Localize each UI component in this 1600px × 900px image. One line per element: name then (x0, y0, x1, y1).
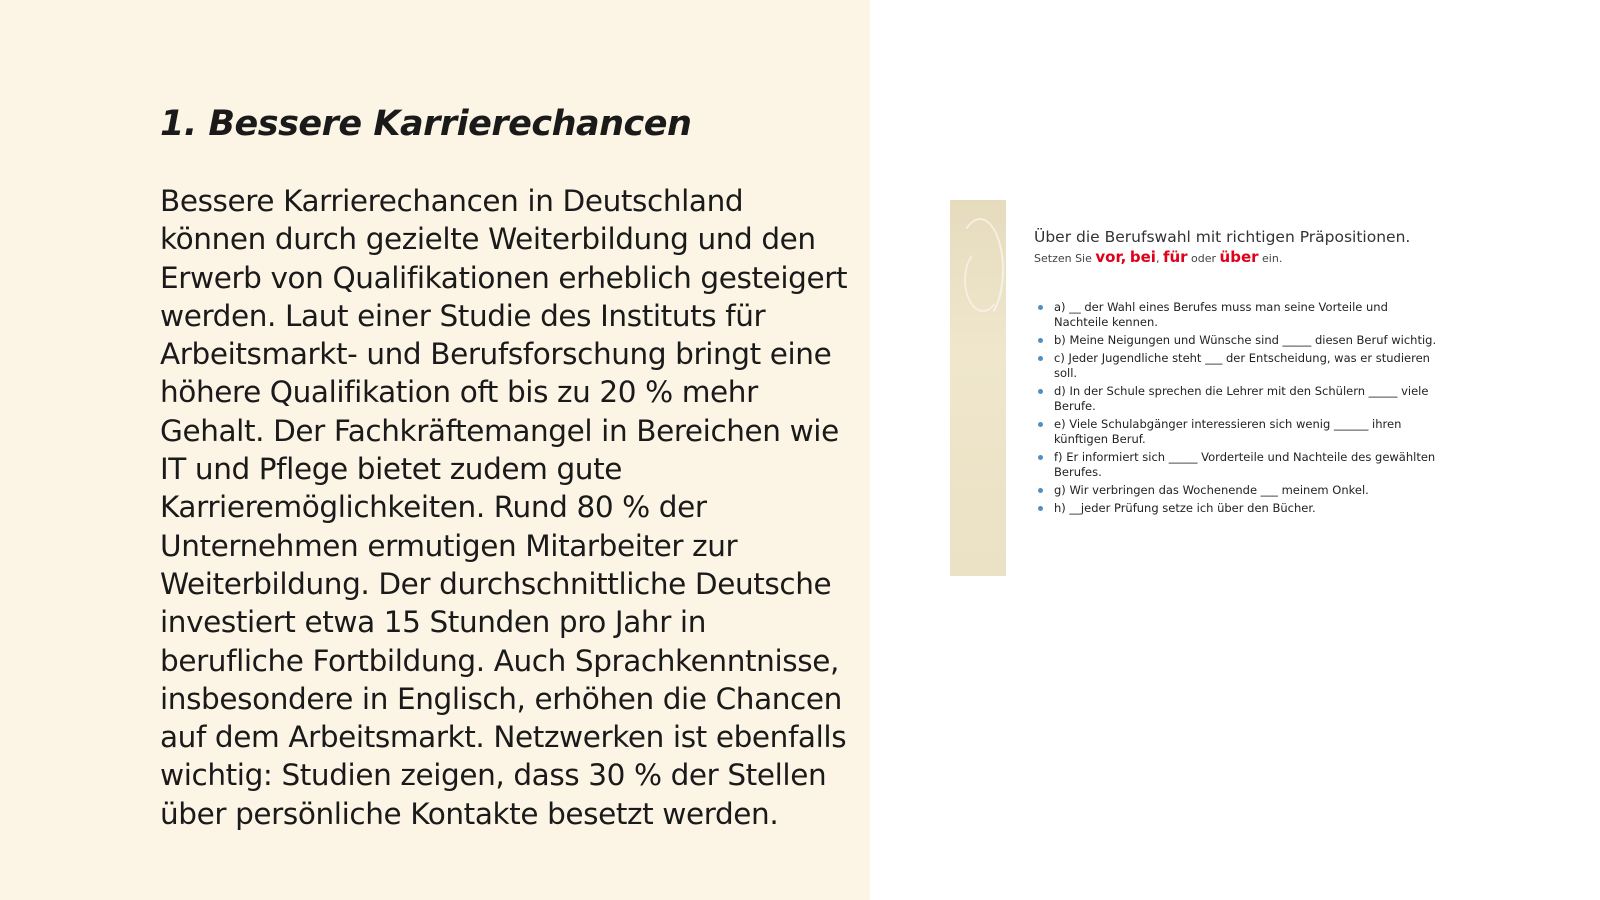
bullet-icon (1038, 422, 1043, 427)
bullet-icon (1038, 389, 1043, 394)
keyword-ueber: über (1219, 248, 1259, 266)
list-item (1038, 333, 1438, 348)
decorative-paper-strip (950, 200, 1006, 576)
exercise-text: h) __jeder Prüfung setze ich über den Bücher. (1054, 501, 1316, 515)
exercise-text: b) Meine Neigungen und Wünsche sind _____ diesen Beruf wichtig. (1054, 333, 1437, 347)
bullet-icon (1038, 356, 1043, 361)
worksheet-image (950, 200, 1440, 576)
worksheet-title: Über die Berufswahl mit richtigen Präpositionen. (1034, 228, 1411, 246)
exercise-text: f) Er informiert sich _____ Vorderteile und Nachteile des gewählten Berufes. (1054, 450, 1436, 479)
bullet-icon (1038, 488, 1043, 493)
list-item (1038, 417, 1438, 447)
exercise-text: e) Viele Schulabgänger interessieren sich wenig ______ ihren künftigen Beruf. (1054, 417, 1402, 446)
keyword-vor: vor, (1095, 248, 1127, 266)
exercise-text: d) In der Schule sprechen die Lehrer mit den Schülern _____ viele Berufe. (1054, 384, 1429, 413)
exercise-text: c) Jeder Jugendliche steht ___ der Entscheidung, was er studieren soll. (1054, 351, 1430, 380)
keyword-bei: bei (1129, 248, 1156, 266)
list-item (1038, 483, 1438, 498)
list-item (1038, 300, 1438, 330)
bullet-icon (1038, 305, 1043, 310)
instruction-oder: oder (1187, 252, 1220, 265)
exercise-text: a) __ der Wahl eines Berufes muss man seine Vorteile und Nachteile kennen. (1054, 300, 1388, 329)
list-item (1038, 384, 1438, 414)
exercise-text: g) Wir verbringen das Wochenende ___ meinem Onkel. (1054, 483, 1369, 497)
instruction-separator: , (1155, 252, 1163, 265)
instruction-suffix: ein. (1258, 252, 1283, 265)
worksheet-instruction (1034, 248, 1282, 266)
bullet-icon (1038, 338, 1043, 343)
slide-body-text: Bessere Karrierechancen in Deutschland können durch gezielte Weiterbildung und den Erwerb von Qualifikationen erheblich gesteigert werden. Laut einer Studie des Instituts für Arbeitsmarkt- und Berufsforschung bringt eine höhere Qualifikation oft bis zu 20 % mehr Gehalt. Der Fachkräftemangel in Bereichen wie IT und Pflege bietet zudem gute Karrieremöglichkeiten. Rund 80 % der Unternehmen ermutigen Mitarbeiter zur Weiterbildung. Der durchschnittliche Deutsche investiert etwa 15 Stunden pro Jahr in berufliche Fortbildung. Auch Sprachkenntnisse, insbesondere in Englisch, erhöhen die Chancen auf dem Arbeitsmarkt. Netzwerken ist ebenfalls wichtig: Studien zeigen, dass 30 % der Stellen über persönliche Kontakte besetzt werden. (160, 184, 848, 831)
slide-heading: 1. Bessere Karrierechancen (160, 104, 692, 144)
keyword-fuer: für (1162, 248, 1188, 266)
bullet-icon (1038, 506, 1043, 511)
paper-curl-decoration-small (964, 248, 1002, 312)
instruction-prefix: Setzen Sie (1034, 252, 1096, 265)
list-item (1038, 450, 1438, 480)
list-item (1038, 351, 1438, 381)
list-item (1038, 501, 1438, 516)
exercise-list (1038, 300, 1438, 519)
bullet-icon (1038, 455, 1043, 460)
